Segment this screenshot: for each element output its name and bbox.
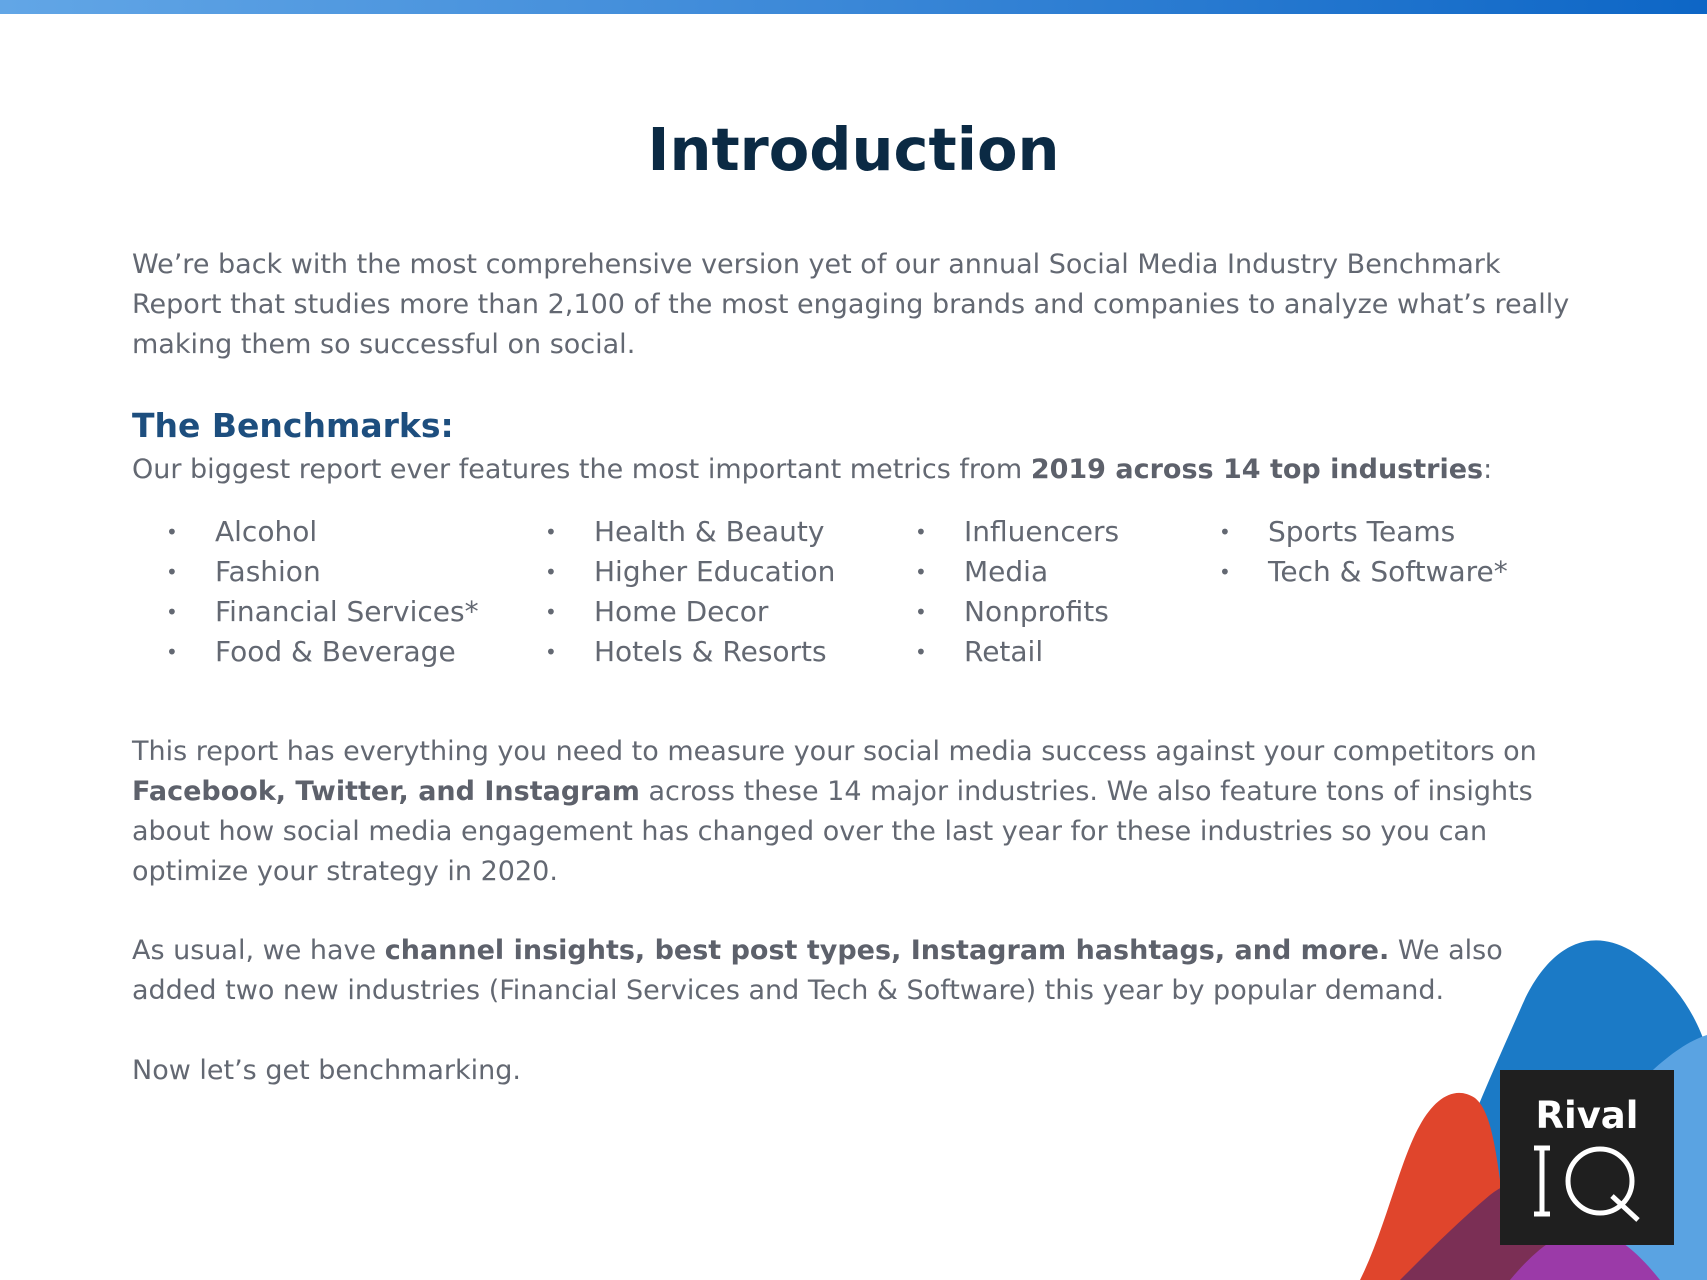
industry-item xyxy=(901,592,1119,632)
bullet-icon: • xyxy=(1219,560,1231,584)
industry-list-column-2 xyxy=(531,512,835,672)
industry-list-column-4 xyxy=(1205,512,1508,592)
report-description-text: This report has everything you need to measure your social media success against your competitors on xyxy=(132,736,1537,767)
report-description-bold: Facebook, Twitter, and Instagram xyxy=(132,776,640,807)
industry-label: Home Decor xyxy=(594,595,769,628)
page-title: Introduction xyxy=(647,115,1060,184)
industry-label: Retail xyxy=(964,635,1044,668)
industry-label: Financial Services* xyxy=(215,595,479,628)
report-description-paragraph xyxy=(132,732,1592,892)
industry-item xyxy=(531,512,835,552)
industry-item xyxy=(901,552,1119,592)
new-features-bold: channel insights, best post types, Instagram hashtags, and more. xyxy=(384,935,1390,966)
report-description-text-end: across these 14 major industries. We also feature tons of insights about how social media engagement has changed over the last year for these industries so you can optimize your strategy in 2020. xyxy=(132,776,1533,887)
bullet-icon: • xyxy=(915,600,927,624)
industry-label: Fashion xyxy=(215,555,321,588)
industry-label: Influencers xyxy=(964,515,1120,548)
bullet-icon: • xyxy=(545,560,557,584)
industry-label: Tech & Software* xyxy=(1268,555,1508,588)
bullet-icon: • xyxy=(915,560,927,584)
industry-item xyxy=(1205,512,1508,552)
industry-item xyxy=(152,632,479,672)
rival-iq-logo xyxy=(1500,1070,1674,1245)
closing-line: Now let’s get benchmarking. xyxy=(132,1055,521,1086)
industry-item xyxy=(1205,552,1508,592)
industry-label: Food & Beverage xyxy=(215,635,456,668)
logo-wordmark-iq xyxy=(1530,1136,1650,1226)
industry-label: Nonprofits xyxy=(964,595,1109,628)
industry-item xyxy=(531,632,835,672)
industry-label: Alcohol xyxy=(215,515,318,548)
industry-list-column-1 xyxy=(152,512,479,672)
top-accent-bar xyxy=(0,0,1707,14)
benchmarks-heading: The Benchmarks: xyxy=(132,406,454,445)
industry-label: Health & Beauty xyxy=(594,515,825,548)
industry-item xyxy=(152,512,479,552)
bullet-icon: • xyxy=(166,600,178,624)
industry-label: Higher Education xyxy=(594,555,836,588)
bullet-icon: • xyxy=(166,640,178,664)
industry-label: Media xyxy=(964,555,1049,588)
industry-label: Sports Teams xyxy=(1268,515,1456,548)
intro-paragraph: We’re back with the most comprehensive version yet of our annual Social Media Industry Benchmark Report that studies more than 2,100 of the most engaging brands and companies to analyze what’s really making them so successful on social. xyxy=(132,249,1570,360)
benchmarks-lead-end: : xyxy=(1483,454,1493,485)
bullet-icon: • xyxy=(545,520,557,544)
bullet-icon: • xyxy=(915,640,927,664)
bullet-icon: • xyxy=(545,640,557,664)
industry-item xyxy=(531,552,835,592)
bullet-icon: • xyxy=(166,520,178,544)
industry-item xyxy=(531,592,835,632)
industry-label: Hotels & Resorts xyxy=(594,635,827,668)
logo-wordmark-rival: Rival xyxy=(1535,1094,1639,1137)
benchmarks-lead-bold: 2019 across 14 top industries xyxy=(1030,454,1484,485)
industry-item xyxy=(152,592,479,632)
bullet-icon: • xyxy=(1219,520,1231,544)
benchmarks-lead-text: Our biggest report ever features the most important metrics from xyxy=(132,454,1031,485)
bullet-icon: • xyxy=(166,560,178,584)
bullet-icon: • xyxy=(545,600,557,624)
new-features-text: As usual, we have xyxy=(132,935,385,966)
industry-item xyxy=(901,512,1119,552)
benchmarks-lead xyxy=(132,450,1592,490)
bullet-icon: • xyxy=(915,520,927,544)
new-features-text-end: We also added two new industries (Financial Services and Tech & Software) this year by popular demand. xyxy=(132,935,1503,1006)
industry-list-column-3 xyxy=(901,512,1119,672)
industry-item xyxy=(901,632,1119,672)
industry-item xyxy=(152,552,479,592)
